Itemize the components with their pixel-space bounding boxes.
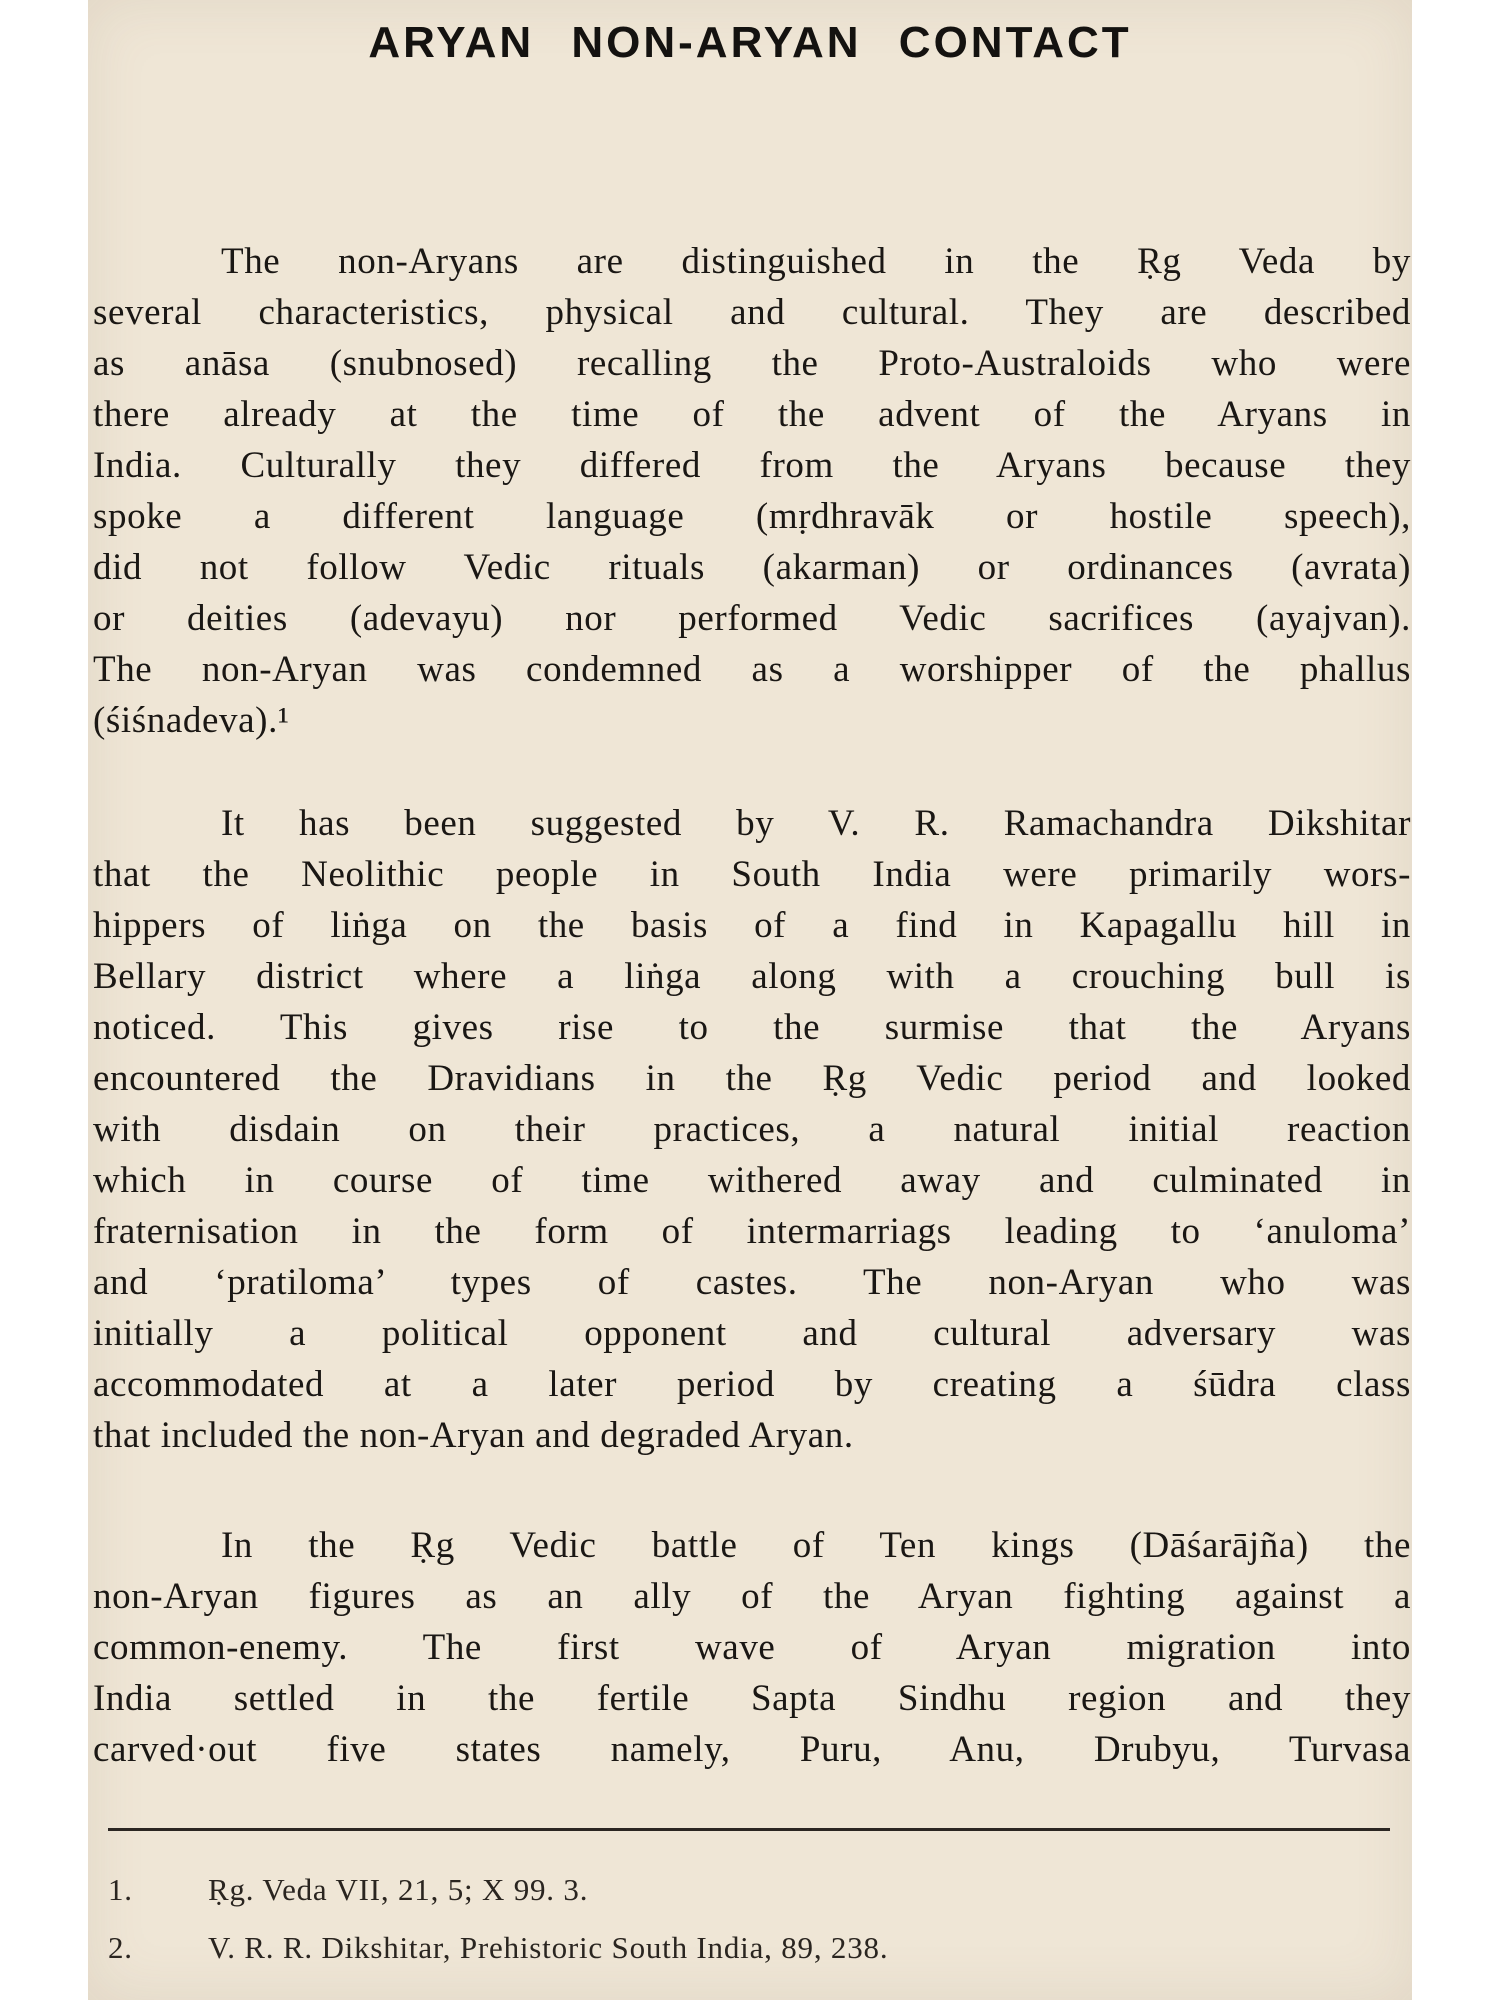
text-line: noticed. This gives rise to the surmise that the Aryans	[93, 1007, 1411, 1048]
text-line: spoke a different language (mṛdhravāk or hostile speech),	[93, 496, 1411, 537]
book-page	[88, 0, 1412, 2000]
text-line: as anāsa (snubnosed) recalling the Proto-Australoids who were	[93, 343, 1411, 384]
text-line: initially a political opponent and cultural adversary was	[93, 1313, 1411, 1354]
text-line: India settled in the fertile Sapta Sindhu region and they	[93, 1678, 1411, 1719]
footnote-text: V. R. R. Dikshitar, Prehistoric South India, 89, 238.	[208, 1930, 889, 1965]
text-line: encountered the Dravidians in the Ṛg Vedic period and looked	[93, 1058, 1411, 1099]
footnote-number: 1.	[108, 1872, 133, 1907]
paragraph-2	[93, 798, 1411, 1461]
text-line: (śiśnadeva).¹	[93, 700, 290, 741]
text-line: It has been suggested by V. R. Ramachandra Dikshitar	[221, 803, 1411, 844]
text-line: accommodated at a later period by creating a śūdra class	[93, 1364, 1411, 1405]
text-line: or deities (adevayu) nor performed Vedic sacrifices (ayajvan).	[93, 598, 1411, 639]
footnote-divider	[108, 1828, 1390, 1831]
text-line: did not follow Vedic rituals (akarman) or ordinances (avrata)	[93, 547, 1411, 588]
text-line: India. Culturally they differed from the Aryans because they	[93, 445, 1411, 486]
text-line: In the Ṛg Vedic battle of Ten kings (Dāśarājña) the	[221, 1525, 1411, 1566]
page-title: ARYAN NON-ARYAN CONTACT	[368, 18, 1132, 67]
text-line: with disdain on their practices, a natural initial reaction	[93, 1109, 1411, 1150]
paragraph-3	[93, 1520, 1411, 1775]
text-line: that the Neolithic people in South India were primarily wors-	[93, 854, 1411, 895]
text-line: carved·out five states namely, Puru, Anu, Drubyu, Turvasa	[93, 1729, 1411, 1770]
text-line: there already at the time of the advent of the Aryans in	[93, 394, 1411, 435]
footnote-number: 2.	[108, 1930, 133, 1965]
footnote-2	[108, 1930, 888, 1966]
text-line: Bellary district where a liṅga along with a crouching bull is	[93, 956, 1411, 997]
text-line: several characteristics, physical and cultural. They are described	[93, 292, 1411, 333]
footnote-1	[108, 1872, 588, 1908]
text-line: fraternisation in the form of intermarriags leading to ‘anuloma’	[93, 1211, 1411, 1252]
text-line: and ‘pratiloma’ types of castes. The non-Aryan who was	[93, 1262, 1411, 1303]
text-line: The non-Aryans are distinguished in the Ṛg Veda by	[221, 241, 1411, 282]
text-line: which in course of time withered away and culminated in	[93, 1160, 1411, 1201]
footnote-text: Ṛg. Veda VII, 21, 5; X 99. 3.	[208, 1872, 589, 1907]
text-line: The non-Aryan was condemned as a worshipper of the phallus	[93, 649, 1411, 690]
text-line: hippers of liṅga on the basis of a find in Kapagallu hill in	[93, 905, 1411, 946]
text-line: common-enemy. The first wave of Aryan migration into	[93, 1627, 1411, 1668]
text-line: that included the non-Aryan and degraded Aryan.	[93, 1415, 854, 1456]
paragraph-1	[93, 236, 1411, 746]
text-line: non-Aryan figures as an ally of the Aryan fighting against a	[93, 1576, 1411, 1617]
